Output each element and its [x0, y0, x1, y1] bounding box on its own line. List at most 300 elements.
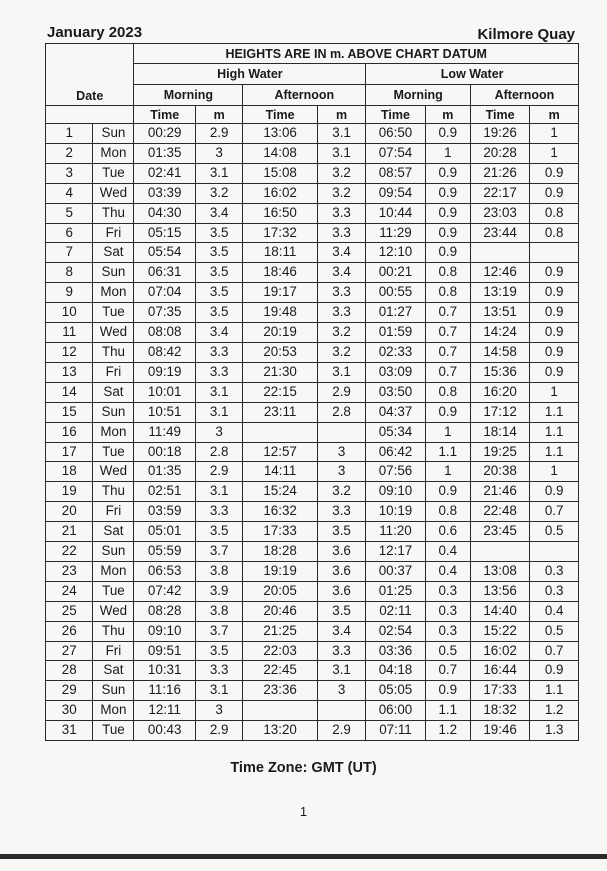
- lw-morning-time-cell: 00:21: [366, 263, 425, 283]
- lw-afternoon-time-cell: 14:40: [470, 601, 529, 621]
- hw-afternoon-time-cell: 17:33: [243, 522, 317, 542]
- hw-morning-time-cell: 00:29: [134, 124, 195, 144]
- hw-morning-height-cell: 3.4: [195, 323, 242, 343]
- table-row: [46, 561, 579, 581]
- table-row: [46, 203, 579, 223]
- weekday-cell: Fri: [93, 223, 134, 243]
- weekday-cell: Wed: [93, 323, 134, 343]
- lw-afternoon-height-cell: 0.9: [530, 323, 579, 343]
- hw-afternoon-time-cell: 19:48: [243, 303, 317, 323]
- lw-morning-height-cell: 0.9: [425, 163, 470, 183]
- lw-morning-time-cell: 09:54: [366, 183, 425, 203]
- table-row: [46, 542, 579, 562]
- weekday-cell: Sun: [93, 542, 134, 562]
- hw-afternoon-height-cell: 3.3: [317, 223, 366, 243]
- lw-afternoon-time-cell: 16:44: [470, 661, 529, 681]
- timezone-note: Time Zone: GMT (UT): [230, 760, 377, 776]
- weekday-cell: Sat: [93, 522, 134, 542]
- weekday-cell: Fri: [93, 362, 134, 382]
- lw-afternoon-time-cell: 19:46: [470, 721, 529, 741]
- weekday-cell: Fri: [93, 641, 134, 661]
- hw-morning-height-cell: 3.5: [195, 522, 242, 542]
- hw-morning-height-cell: 3.1: [195, 681, 242, 701]
- lw-afternoon-height-cell: 1: [530, 382, 579, 402]
- weekday-cell: Sun: [93, 402, 134, 422]
- hw-morning-height-cell: 2.9: [195, 721, 242, 741]
- hw-morning-height-cell: 3: [195, 422, 242, 442]
- lw-afternoon-time-cell: 20:28: [470, 143, 529, 163]
- lw-afternoon-height-cell: 0.9: [530, 303, 579, 323]
- hw-afternoon-height-cell: 3.3: [317, 283, 366, 303]
- table-row: [46, 422, 579, 442]
- hw-morning-height-cell: 3: [195, 701, 242, 721]
- lw-morning-height-cell: 1.1: [425, 701, 470, 721]
- table-row: [46, 342, 579, 362]
- day-number-cell: 7: [46, 243, 93, 263]
- day-number-cell: 4: [46, 183, 93, 203]
- hw-afternoon-height-cell: 3.3: [317, 502, 366, 522]
- lw-morning-time-cell: 02:54: [366, 621, 425, 641]
- hw-morning-height-cell: 3.8: [195, 601, 242, 621]
- lw-morning-time-cell: 07:54: [366, 143, 425, 163]
- weekday-cell: Tue: [93, 442, 134, 462]
- table-row: [46, 303, 579, 323]
- day-number-cell: 30: [46, 701, 93, 721]
- day-number-cell: 24: [46, 581, 93, 601]
- day-number-cell: 2: [46, 143, 93, 163]
- date-header: Date: [46, 44, 134, 106]
- day-number-cell: 5: [46, 203, 93, 223]
- hw-afternoon-height-cell: 3.5: [317, 601, 366, 621]
- table-row: [46, 482, 579, 502]
- hw-afternoon-height-cell: 3: [317, 462, 366, 482]
- hw-afternoon-height-cell: 3.3: [317, 641, 366, 661]
- day-number-cell: 26: [46, 621, 93, 641]
- hw-morning-time-cell: 01:35: [134, 462, 195, 482]
- lw-morning-time-cell: 07:56: [366, 462, 425, 482]
- day-number-cell: 31: [46, 721, 93, 741]
- lw-morning-header: Morning: [366, 85, 471, 106]
- lw-afternoon-height-cell: 1: [530, 124, 579, 144]
- table-row: [46, 402, 579, 422]
- lw-morning-height-cell: 0.5: [425, 641, 470, 661]
- lw-afternoon-time-cell: 15:36: [470, 362, 529, 382]
- hw-morning-time-cell: 08:08: [134, 323, 195, 343]
- high-water-header: High Water: [134, 64, 366, 85]
- table-row: [46, 442, 579, 462]
- hw-afternoon-time-cell: 15:08: [243, 163, 317, 183]
- weekday-cell: Wed: [93, 601, 134, 621]
- lw-morning-time-cell: 00:55: [366, 283, 425, 303]
- hw-afternoon-time-cell: 22:45: [243, 661, 317, 681]
- hw-afternoon-header: Afternoon: [243, 85, 366, 106]
- table-row: [46, 502, 579, 522]
- hw-afternoon-time-cell: 15:24: [243, 482, 317, 502]
- weekday-cell: Sat: [93, 243, 134, 263]
- table-row: [46, 581, 579, 601]
- hw-morning-height-cell: 3.4: [195, 203, 242, 223]
- lw-afternoon-header: Afternoon: [470, 85, 578, 106]
- lw-afternoon-height-cell: 0.9: [530, 482, 579, 502]
- weekday-cell: Mon: [93, 422, 134, 442]
- lw-afternoon-height-cell: [530, 243, 579, 263]
- lw-morning-height-cell: 0.8: [425, 502, 470, 522]
- hw-afternoon-height-cell: 3: [317, 442, 366, 462]
- lw-afternoon-time-cell: 21:26: [470, 163, 529, 183]
- day-number-cell: 9: [46, 283, 93, 303]
- lw-morning-height-cell: 0.9: [425, 482, 470, 502]
- lw-morning-time-header: Time: [366, 106, 425, 124]
- lw-morning-time-cell: 09:10: [366, 482, 425, 502]
- hw-morning-time-cell: 05:59: [134, 542, 195, 562]
- hw-afternoon-time-cell: 20:53: [243, 342, 317, 362]
- datum-title: HEIGHTS ARE IN m. ABOVE CHART DATUM: [134, 44, 579, 64]
- lw-morning-time-cell: 01:27: [366, 303, 425, 323]
- day-number-cell: 27: [46, 641, 93, 661]
- tide-table-body: [46, 124, 579, 741]
- lw-afternoon-m-header: m: [530, 106, 579, 124]
- tide-table: [45, 43, 579, 741]
- hw-afternoon-time-cell: 17:32: [243, 223, 317, 243]
- lw-morning-height-cell: 0.9: [425, 183, 470, 203]
- lw-afternoon-time-cell: 13:51: [470, 303, 529, 323]
- weekday-cell: Tue: [93, 303, 134, 323]
- hw-morning-height-cell: 2.8: [195, 442, 242, 462]
- hw-morning-m-header: m: [195, 106, 242, 124]
- hw-morning-height-cell: 3.2: [195, 183, 242, 203]
- hw-afternoon-height-cell: 3.2: [317, 482, 366, 502]
- hw-morning-height-cell: 2.9: [195, 462, 242, 482]
- hw-afternoon-height-cell: [317, 422, 366, 442]
- lw-morning-height-cell: 0.7: [425, 342, 470, 362]
- hw-morning-time-cell: 07:04: [134, 283, 195, 303]
- table-row: [46, 263, 579, 283]
- day-number-cell: 20: [46, 502, 93, 522]
- hw-afternoon-time-cell: 23:11: [243, 402, 317, 422]
- hw-morning-time-cell: 11:49: [134, 422, 195, 442]
- hw-afternoon-time-cell: 21:25: [243, 621, 317, 641]
- lw-morning-time-cell: 05:34: [366, 422, 425, 442]
- hw-afternoon-height-cell: 3.1: [317, 661, 366, 681]
- lw-morning-time-cell: 02:11: [366, 601, 425, 621]
- lw-afternoon-height-cell: 1.2: [530, 701, 579, 721]
- day-number-cell: 11: [46, 323, 93, 343]
- hw-morning-time-cell: 10:51: [134, 402, 195, 422]
- hw-afternoon-time-cell: 12:57: [243, 442, 317, 462]
- weekday-cell: Sun: [93, 263, 134, 283]
- hw-morning-time-cell: 12:11: [134, 701, 195, 721]
- lw-morning-height-cell: 0.3: [425, 581, 470, 601]
- lw-afternoon-time-cell: 12:46: [470, 263, 529, 283]
- weekday-cell: Tue: [93, 581, 134, 601]
- lw-afternoon-height-cell: [530, 542, 579, 562]
- lw-morning-height-cell: 1.1: [425, 442, 470, 462]
- hw-afternoon-time-cell: 22:15: [243, 382, 317, 402]
- lw-morning-time-cell: 06:00: [366, 701, 425, 721]
- hw-afternoon-time-cell: 18:11: [243, 243, 317, 263]
- day-number-cell: 13: [46, 362, 93, 382]
- hw-afternoon-height-cell: 3.2: [317, 342, 366, 362]
- table-row: [46, 462, 579, 482]
- lw-afternoon-time-cell: 19:26: [470, 124, 529, 144]
- hw-afternoon-time-cell: 13:20: [243, 721, 317, 741]
- weekday-cell: Sat: [93, 382, 134, 402]
- lw-afternoon-height-cell: 1.1: [530, 442, 579, 462]
- hw-morning-time-cell: 09:51: [134, 641, 195, 661]
- lw-morning-height-cell: 0.6: [425, 522, 470, 542]
- hw-morning-time-cell: 10:01: [134, 382, 195, 402]
- hw-afternoon-height-cell: 3.4: [317, 263, 366, 283]
- hw-afternoon-time-cell: 21:30: [243, 362, 317, 382]
- day-number-cell: 8: [46, 263, 93, 283]
- hw-afternoon-time-cell: 16:02: [243, 183, 317, 203]
- date-subheader: [46, 106, 134, 124]
- hw-afternoon-time-cell: 20:05: [243, 581, 317, 601]
- lw-morning-height-cell: 0.7: [425, 362, 470, 382]
- lw-afternoon-time-cell: 17:33: [470, 681, 529, 701]
- lw-morning-time-cell: 12:10: [366, 243, 425, 263]
- lw-afternoon-height-cell: 0.9: [530, 362, 579, 382]
- lw-afternoon-time-cell: 15:22: [470, 621, 529, 641]
- lw-morning-height-cell: 0.3: [425, 621, 470, 641]
- hw-afternoon-height-cell: 3: [317, 681, 366, 701]
- day-number-cell: 15: [46, 402, 93, 422]
- day-number-cell: 12: [46, 342, 93, 362]
- hw-morning-height-cell: 3.8: [195, 561, 242, 581]
- hw-afternoon-height-cell: 3.5: [317, 522, 366, 542]
- lw-morning-time-cell: 02:33: [366, 342, 425, 362]
- weekday-cell: Fri: [93, 502, 134, 522]
- weekday-cell: Thu: [93, 203, 134, 223]
- hw-afternoon-height-cell: 3.6: [317, 561, 366, 581]
- weekday-cell: Thu: [93, 482, 134, 502]
- low-water-header: Low Water: [366, 64, 579, 85]
- day-number-cell: 22: [46, 542, 93, 562]
- weekday-cell: Sat: [93, 661, 134, 681]
- lw-morning-time-cell: 10:19: [366, 502, 425, 522]
- table-row: [46, 601, 579, 621]
- hw-afternoon-time-cell: 20:19: [243, 323, 317, 343]
- hw-afternoon-height-cell: 3.4: [317, 243, 366, 263]
- table-row: [46, 362, 579, 382]
- lw-afternoon-time-cell: 13:56: [470, 581, 529, 601]
- table-row: [46, 721, 579, 741]
- lw-afternoon-time-cell: 13:08: [470, 561, 529, 581]
- hw-morning-height-cell: 3.1: [195, 482, 242, 502]
- weekday-cell: Mon: [93, 143, 134, 163]
- table-row: [46, 661, 579, 681]
- lw-morning-time-cell: 12:17: [366, 542, 425, 562]
- hw-morning-time-cell: 08:42: [134, 342, 195, 362]
- hw-morning-height-cell: 3.1: [195, 402, 242, 422]
- lw-morning-time-cell: 04:37: [366, 402, 425, 422]
- table-row: [46, 143, 579, 163]
- hw-morning-height-cell: 3.5: [195, 641, 242, 661]
- hw-morning-height-cell: 3.5: [195, 263, 242, 283]
- hw-morning-time-cell: 07:42: [134, 581, 195, 601]
- day-number-cell: 29: [46, 681, 93, 701]
- hw-morning-height-cell: 3.7: [195, 542, 242, 562]
- hw-morning-time-cell: 06:31: [134, 263, 195, 283]
- page-number: 1: [299, 804, 308, 819]
- weekday-cell: Sun: [93, 124, 134, 144]
- lw-morning-height-cell: 0.9: [425, 124, 470, 144]
- lw-afternoon-time-cell: 20:38: [470, 462, 529, 482]
- lw-morning-time-cell: 00:37: [366, 561, 425, 581]
- hw-afternoon-time-header: Time: [243, 106, 317, 124]
- hw-afternoon-time-cell: 16:50: [243, 203, 317, 223]
- hw-afternoon-height-cell: 3.2: [317, 183, 366, 203]
- weekday-cell: Sun: [93, 681, 134, 701]
- weekday-cell: Thu: [93, 342, 134, 362]
- lw-morning-height-cell: 0.8: [425, 283, 470, 303]
- lw-afternoon-time-cell: 21:46: [470, 482, 529, 502]
- hw-morning-time-cell: 01:35: [134, 143, 195, 163]
- lw-morning-height-cell: 1: [425, 462, 470, 482]
- hw-morning-height-cell: 3.3: [195, 362, 242, 382]
- day-number-cell: 6: [46, 223, 93, 243]
- lw-morning-height-cell: 1: [425, 143, 470, 163]
- day-number-cell: 14: [46, 382, 93, 402]
- hw-morning-time-cell: 08:28: [134, 601, 195, 621]
- lw-afternoon-height-cell: 0.7: [530, 641, 579, 661]
- lw-afternoon-height-cell: 0.9: [530, 183, 579, 203]
- table-row: [46, 243, 579, 263]
- lw-afternoon-time-cell: 23:03: [470, 203, 529, 223]
- lw-afternoon-time-cell: 17:12: [470, 402, 529, 422]
- table-row: [46, 641, 579, 661]
- hw-afternoon-height-cell: 2.8: [317, 402, 366, 422]
- hw-afternoon-time-cell: [243, 422, 317, 442]
- lw-afternoon-time-cell: 23:45: [470, 522, 529, 542]
- hw-morning-height-cell: 3.1: [195, 163, 242, 183]
- lw-afternoon-time-cell: 18:14: [470, 422, 529, 442]
- hw-afternoon-height-cell: 3.2: [317, 323, 366, 343]
- hw-afternoon-time-cell: 22:03: [243, 641, 317, 661]
- weekday-cell: Mon: [93, 561, 134, 581]
- hw-morning-height-cell: 2.9: [195, 124, 242, 144]
- hw-morning-time-cell: 09:19: [134, 362, 195, 382]
- lw-morning-time-cell: 04:18: [366, 661, 425, 681]
- lw-afternoon-time-header: Time: [470, 106, 529, 124]
- table-row: [46, 522, 579, 542]
- hw-afternoon-height-cell: 3.1: [317, 124, 366, 144]
- lw-morning-height-cell: 0.7: [425, 323, 470, 343]
- hw-afternoon-height-cell: 3.1: [317, 143, 366, 163]
- hw-afternoon-time-cell: 14:11: [243, 462, 317, 482]
- hw-morning-height-cell: 3.5: [195, 303, 242, 323]
- lw-morning-height-cell: 0.8: [425, 263, 470, 283]
- hw-morning-height-cell: 3: [195, 143, 242, 163]
- lw-afternoon-time-cell: 13:19: [470, 283, 529, 303]
- lw-afternoon-height-cell: 0.8: [530, 223, 579, 243]
- hw-afternoon-height-cell: 2.9: [317, 721, 366, 741]
- hw-morning-header: Morning: [134, 85, 243, 106]
- day-number-cell: 17: [46, 442, 93, 462]
- day-number-cell: 25: [46, 601, 93, 621]
- lw-afternoon-height-cell: 1: [530, 143, 579, 163]
- hw-afternoon-time-cell: 18:28: [243, 542, 317, 562]
- lw-afternoon-height-cell: 0.9: [530, 661, 579, 681]
- hw-morning-time-cell: 06:53: [134, 561, 195, 581]
- hw-afternoon-height-cell: 3.2: [317, 163, 366, 183]
- hw-morning-time-cell: 05:54: [134, 243, 195, 263]
- table-row: [46, 701, 579, 721]
- table-row: [46, 323, 579, 343]
- lw-morning-height-cell: 0.9: [425, 243, 470, 263]
- hw-afternoon-time-cell: 14:08: [243, 143, 317, 163]
- weekday-cell: Wed: [93, 462, 134, 482]
- hw-morning-height-cell: 3.3: [195, 502, 242, 522]
- lw-morning-time-cell: 03:50: [366, 382, 425, 402]
- hw-morning-time-cell: 05:15: [134, 223, 195, 243]
- hw-morning-time-cell: 02:41: [134, 163, 195, 183]
- day-number-cell: 10: [46, 303, 93, 323]
- lw-morning-time-cell: 06:50: [366, 124, 425, 144]
- hw-afternoon-time-cell: 18:46: [243, 263, 317, 283]
- table-row: [46, 681, 579, 701]
- table-row: [46, 382, 579, 402]
- lw-afternoon-time-cell: 19:25: [470, 442, 529, 462]
- hw-afternoon-time-cell: 20:46: [243, 601, 317, 621]
- lw-afternoon-height-cell: 0.3: [530, 581, 579, 601]
- lw-morning-time-cell: 05:05: [366, 681, 425, 701]
- lw-morning-height-cell: 0.7: [425, 303, 470, 323]
- weekday-cell: Tue: [93, 721, 134, 741]
- lw-morning-time-cell: 07:11: [366, 721, 425, 741]
- table-row: [46, 124, 579, 144]
- location-title: Kilmore Quay: [477, 26, 575, 43]
- hw-afternoon-height-cell: 3.6: [317, 542, 366, 562]
- lw-morning-time-cell: 11:29: [366, 223, 425, 243]
- hw-afternoon-time-cell: [243, 701, 317, 721]
- lw-morning-time-cell: 01:25: [366, 581, 425, 601]
- lw-afternoon-height-cell: 1.1: [530, 422, 579, 442]
- day-number-cell: 19: [46, 482, 93, 502]
- hw-morning-time-header: Time: [134, 106, 195, 124]
- day-number-cell: 18: [46, 462, 93, 482]
- hw-afternoon-time-cell: 13:06: [243, 124, 317, 144]
- weekday-cell: Mon: [93, 283, 134, 303]
- hw-afternoon-height-cell: 3.3: [317, 203, 366, 223]
- day-number-cell: 28: [46, 661, 93, 681]
- lw-morning-time-cell: 01:59: [366, 323, 425, 343]
- day-number-cell: 16: [46, 422, 93, 442]
- weekday-cell: Mon: [93, 701, 134, 721]
- lw-afternoon-time-cell: 16:02: [470, 641, 529, 661]
- lw-afternoon-time-cell: 23:44: [470, 223, 529, 243]
- lw-morning-time-cell: 10:44: [366, 203, 425, 223]
- lw-afternoon-height-cell: 0.9: [530, 283, 579, 303]
- hw-afternoon-m-header: m: [317, 106, 366, 124]
- hw-afternoon-height-cell: [317, 701, 366, 721]
- hw-afternoon-time-cell: 19:17: [243, 283, 317, 303]
- lw-afternoon-time-cell: 16:20: [470, 382, 529, 402]
- lw-afternoon-time-cell: 18:32: [470, 701, 529, 721]
- lw-afternoon-height-cell: 0.8: [530, 203, 579, 223]
- day-number-cell: 1: [46, 124, 93, 144]
- hw-afternoon-height-cell: 3.3: [317, 303, 366, 323]
- table-row: [46, 183, 579, 203]
- day-number-cell: 23: [46, 561, 93, 581]
- lw-morning-height-cell: 0.9: [425, 681, 470, 701]
- lw-morning-time-cell: 11:20: [366, 522, 425, 542]
- weekday-cell: Wed: [93, 183, 134, 203]
- lw-afternoon-height-cell: 0.7: [530, 502, 579, 522]
- hw-morning-height-cell: 3.7: [195, 621, 242, 641]
- hw-morning-height-cell: 3.5: [195, 243, 242, 263]
- lw-afternoon-time-cell: [470, 542, 529, 562]
